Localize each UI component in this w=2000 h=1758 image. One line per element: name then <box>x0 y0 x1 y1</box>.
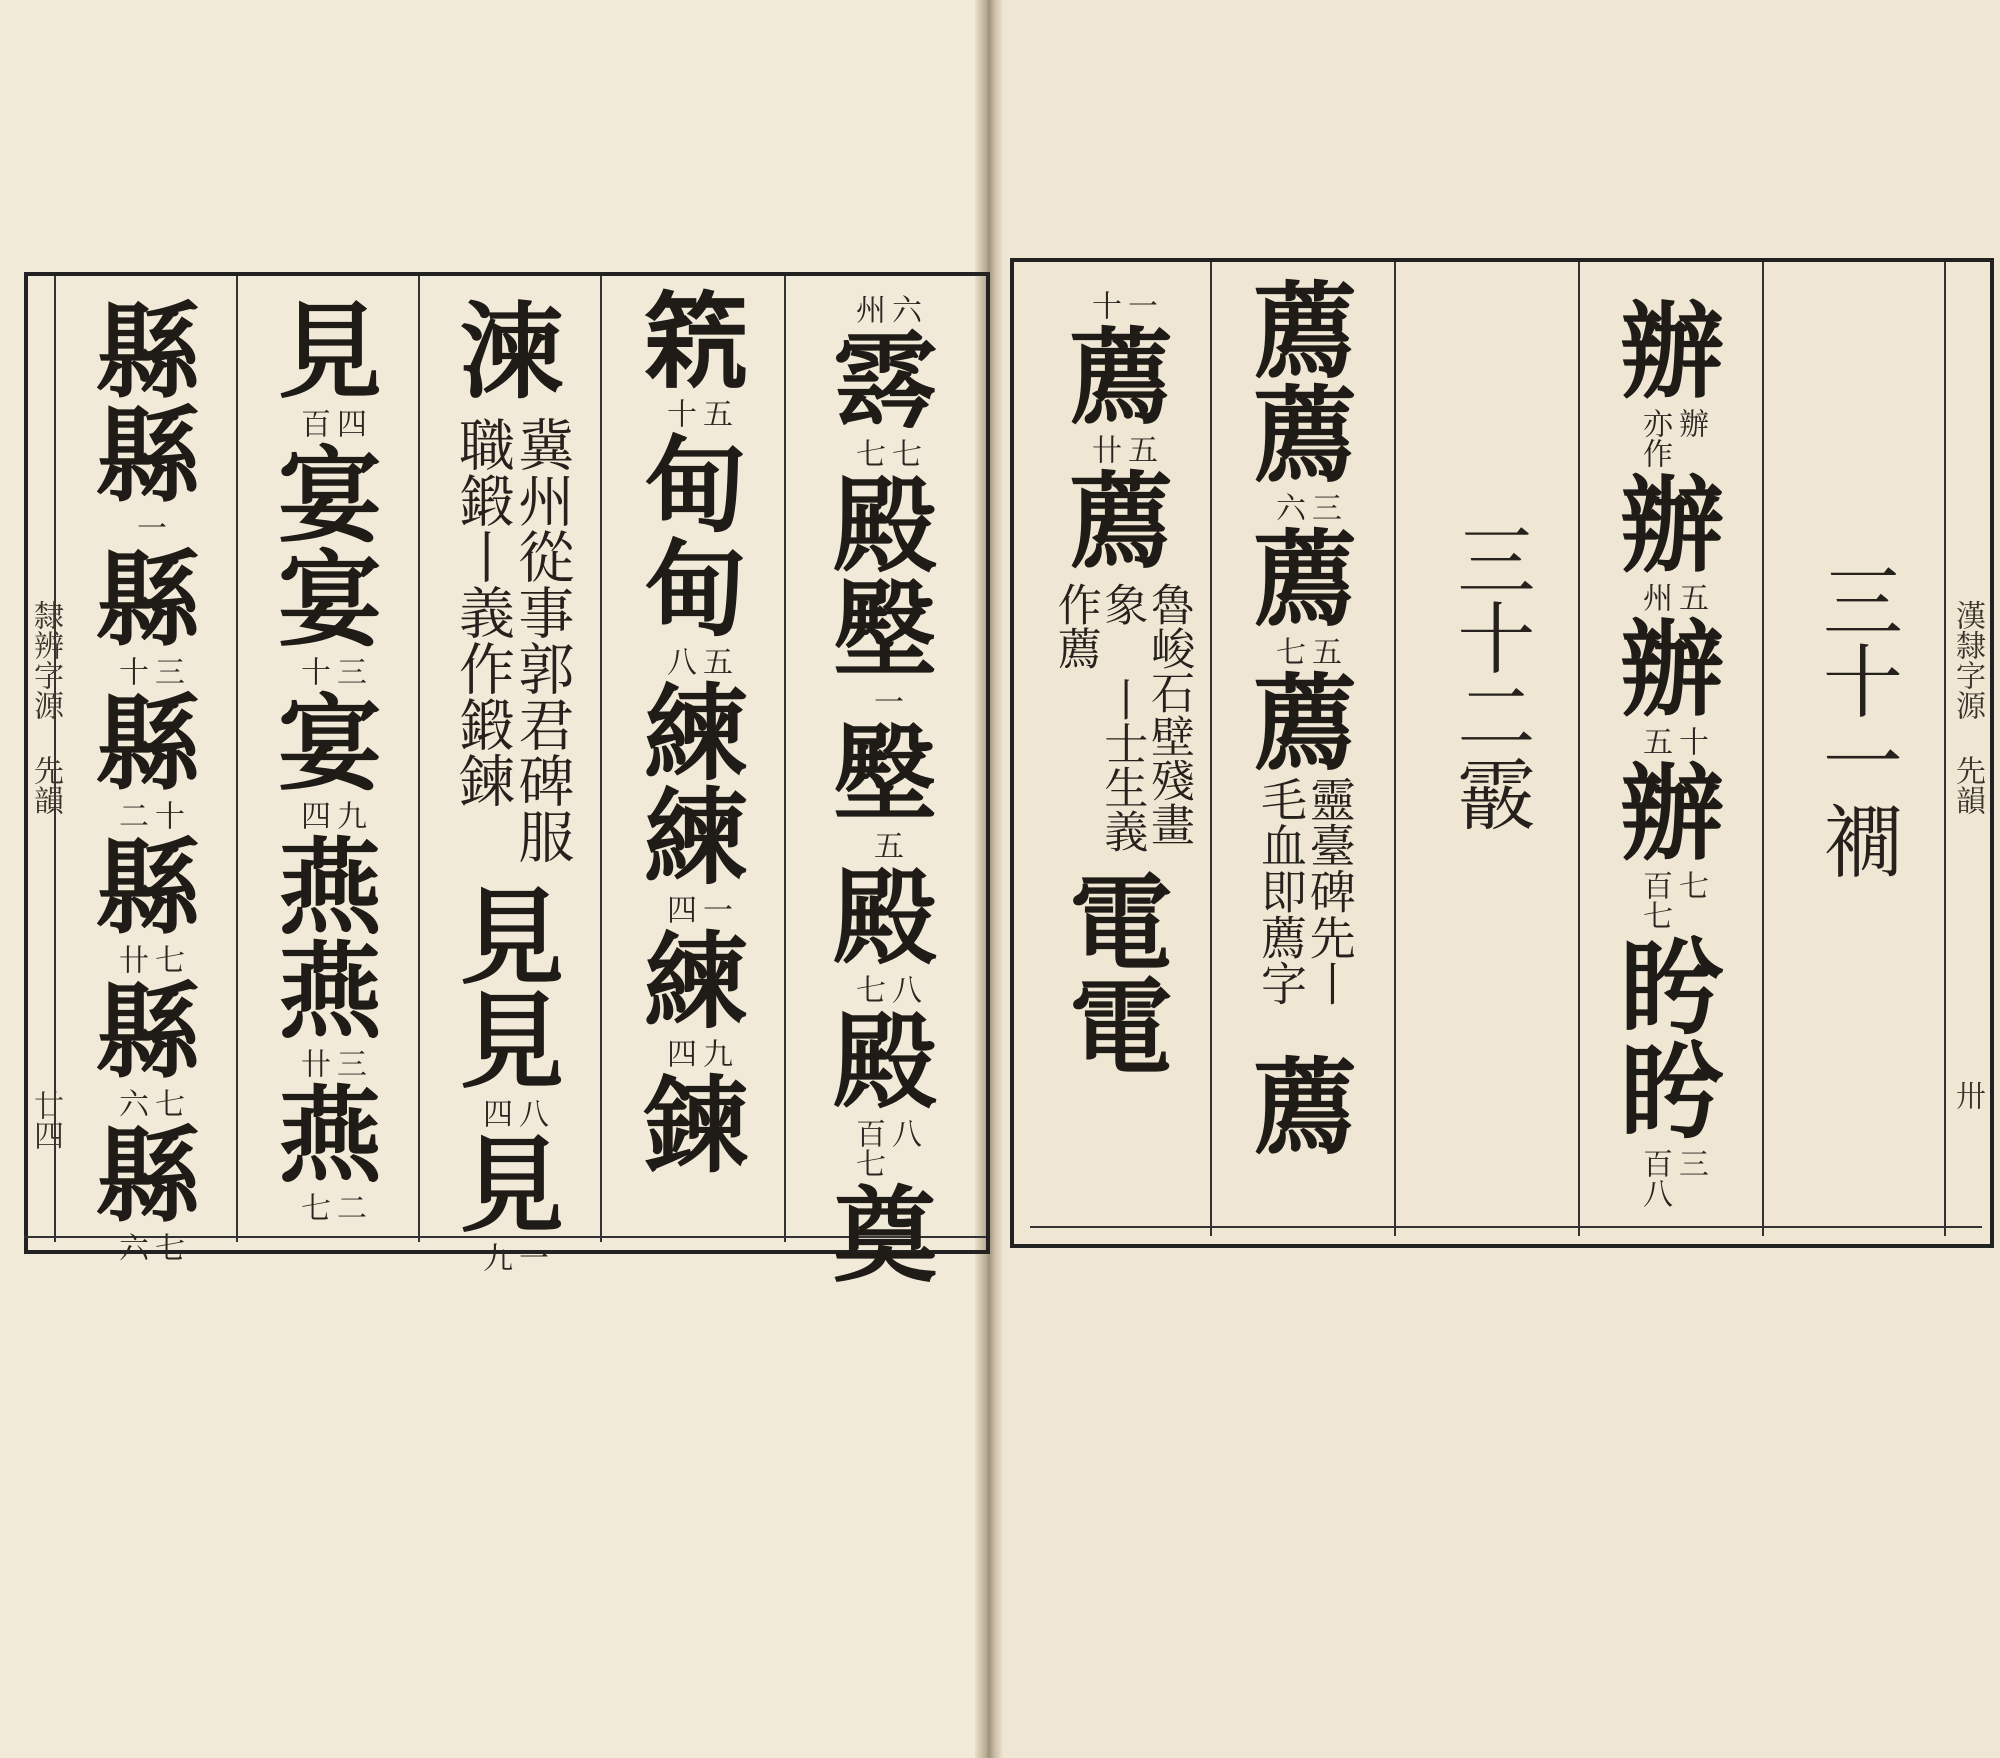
entry-char: 縣 <box>95 682 200 805</box>
entry-char: 殿 <box>832 856 937 979</box>
left-column-5 <box>62 290 234 1268</box>
entry-char: 盻 <box>1619 1030 1724 1153</box>
note: 卄 七 <box>113 944 184 974</box>
entry-char: 殿 <box>832 1000 937 1123</box>
entry-char: 薦 <box>1252 518 1357 641</box>
note: 亦作 辦 <box>1637 408 1708 468</box>
note: 七 五 <box>1270 636 1341 666</box>
col-divider <box>1210 262 1212 1236</box>
entry-char: 見 <box>459 876 564 999</box>
entry-char: 見 <box>277 290 382 413</box>
note: 百 四 <box>295 408 366 438</box>
right-column-3 <box>1404 520 1574 832</box>
entry-char: 見 <box>459 1124 564 1247</box>
note: 七 二 <box>295 1192 366 1222</box>
note: 州 五 <box>1637 582 1708 612</box>
entry-char: 宴 <box>277 682 382 805</box>
section-title: 三十一襉 <box>1809 560 1903 880</box>
right-side-page: 卅 <box>1950 1080 1985 1110</box>
col-divider <box>784 276 786 1242</box>
left-column-3 <box>426 290 598 1278</box>
note: 九 一 <box>477 1242 548 1272</box>
note: 百八 三 <box>1637 1148 1708 1208</box>
entry-char: 縣 <box>95 394 200 517</box>
note: 四 一 <box>661 894 732 924</box>
entry-char: 壂 <box>832 712 937 835</box>
note: 二 十 <box>113 800 184 830</box>
entry-char: 薦 <box>1252 270 1357 393</box>
note: 十 一 <box>1086 290 1157 320</box>
entry-char: 𥮕 <box>643 280 748 403</box>
entry-char: 殿 <box>832 464 937 587</box>
entry-char: 盻 <box>1619 926 1724 1049</box>
entry-char: 縣 <box>95 290 200 413</box>
entry-char: 薦 <box>1068 460 1173 583</box>
note: 十 五 <box>661 398 732 428</box>
note: 七 七 <box>850 438 921 468</box>
right-side-label: 漢隸字源 先韻 <box>1950 600 1985 815</box>
note: 六 三 <box>1270 492 1341 522</box>
note: 十 三 <box>113 656 184 686</box>
entry-char: 辦 <box>1619 290 1724 413</box>
left-column-1 <box>792 290 978 1297</box>
note: 州 六 <box>850 294 921 324</box>
entry-char: 甸 <box>643 528 748 651</box>
note: 百七 七 <box>1637 870 1708 930</box>
entry-char: 湅 <box>459 290 564 413</box>
commentary: 魯峻石壁殘畫象 丨士生義作薦 <box>1049 582 1194 853</box>
entry-char: 電 <box>1068 862 1173 985</box>
entry-char: 練 <box>643 776 748 899</box>
note: 七 八 <box>850 974 921 1004</box>
commentary: 冀州從事郭君碑服 職鍛丨義作鍛鍊 <box>450 416 575 864</box>
entry-char: 辦 <box>1619 752 1724 875</box>
entry-char: 練 <box>643 920 748 1043</box>
entry-char: 縣 <box>95 970 200 1093</box>
note: 五 <box>868 830 903 860</box>
entry-char: 鍊 <box>643 1064 748 1187</box>
note: 卄 五 <box>1086 434 1157 464</box>
col-divider <box>600 276 602 1242</box>
entry-char: 薦 <box>1252 662 1357 785</box>
entry-char: 辦 <box>1619 464 1724 587</box>
entry-char: 練 <box>643 672 748 795</box>
entry-char: 薦 <box>1252 374 1357 497</box>
note: 四 八 <box>477 1098 548 1128</box>
entry-char: 奠 <box>832 1174 937 1297</box>
note: 一 <box>131 512 166 542</box>
note: 十 三 <box>295 656 366 686</box>
right-margin-line <box>1944 262 1946 1236</box>
entry-char: 薦 <box>1068 316 1173 439</box>
entry-char: 辦 <box>1619 608 1724 731</box>
note: 一 <box>868 686 903 716</box>
col-divider <box>236 276 238 1242</box>
left-side-label: 隸辨字源 先韻 <box>28 600 63 815</box>
entry-char: 見 <box>459 980 564 1103</box>
note: 八 五 <box>661 646 732 676</box>
entry-char: 燕 <box>277 826 382 949</box>
entry-char: 燕 <box>277 930 382 1053</box>
entry-char: 薦 <box>1252 1046 1357 1169</box>
right-column-4 <box>1220 270 1390 1169</box>
note: 四 九 <box>295 800 366 830</box>
right-column-5 <box>1036 286 1206 1089</box>
col-divider <box>1762 262 1764 1236</box>
entry-char: 𩃬 <box>832 320 937 443</box>
entry-char: 壂 <box>832 568 937 691</box>
entry-char: 宴 <box>277 434 382 557</box>
left-column-2 <box>608 280 784 1187</box>
col-divider <box>1578 262 1580 1236</box>
right-column-1 <box>1770 560 1940 880</box>
entry-char: 宴 <box>277 538 382 661</box>
right-bottom-rule <box>1030 1226 1982 1228</box>
col-divider <box>418 276 420 1242</box>
entry-char: 電 <box>1068 966 1173 1089</box>
entry-char: 縣 <box>95 1114 200 1237</box>
right-column-2 <box>1586 290 1758 1214</box>
col-divider <box>1394 262 1396 1236</box>
entry-char: 縣 <box>95 826 200 949</box>
note: 四 九 <box>661 1038 732 1068</box>
left-column-4 <box>244 290 416 1228</box>
entry-char: 甸 <box>643 424 748 547</box>
note: 五 十 <box>1637 726 1708 756</box>
note: 六 七 <box>113 1088 184 1118</box>
note: 六 七 <box>113 1232 184 1262</box>
entry-char: 縣 <box>95 538 200 661</box>
note: 百七 八 <box>850 1118 921 1178</box>
section-title: 三十二霰 <box>1444 520 1535 832</box>
note: 卄 三 <box>295 1048 366 1078</box>
entry-char: 燕 <box>277 1074 382 1197</box>
commentary: 靈臺碑先丨 毛血即薦字 <box>1254 776 1357 1006</box>
left-side-page: 廿四 <box>28 1090 63 1150</box>
